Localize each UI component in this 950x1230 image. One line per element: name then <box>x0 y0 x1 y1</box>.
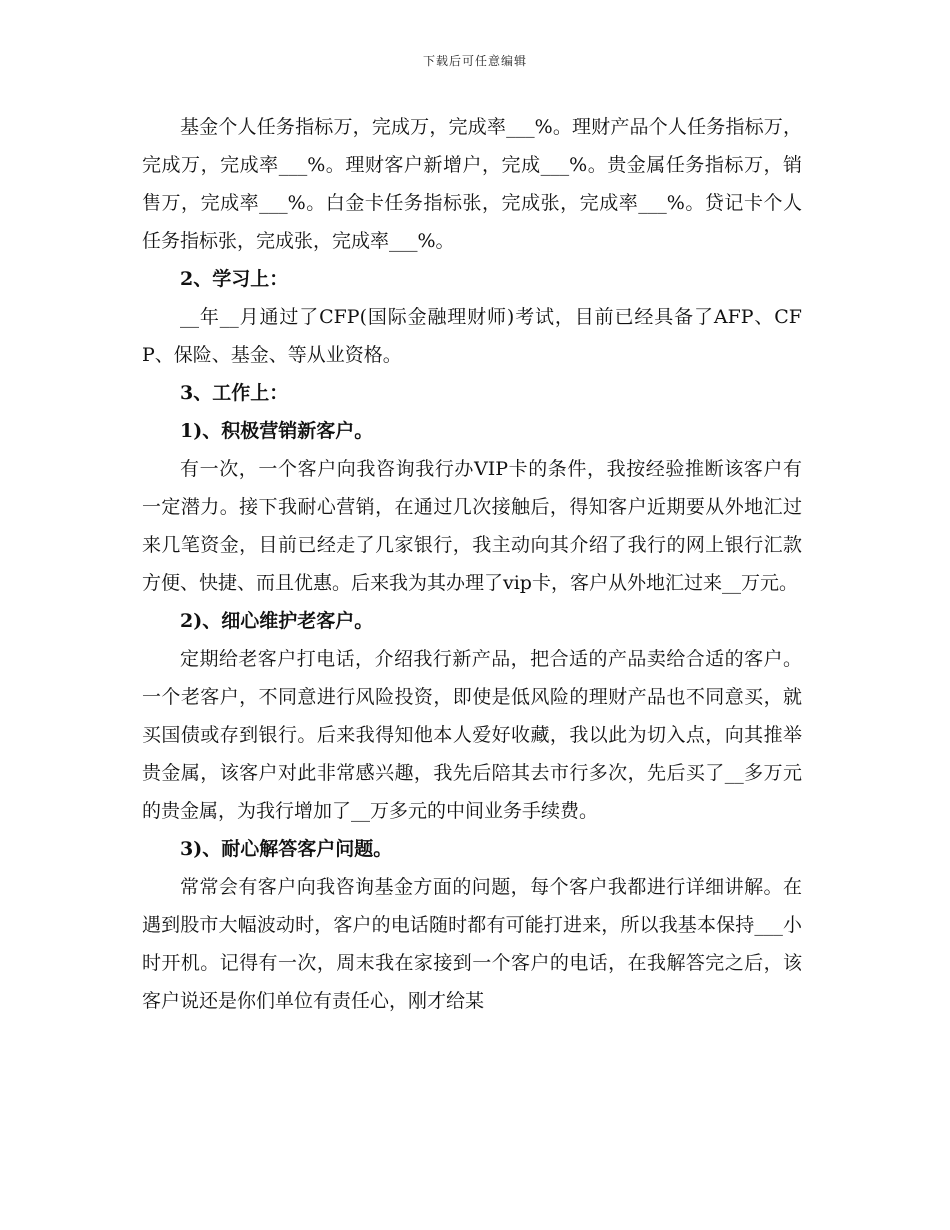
heading-customer-questions: 3)、耐心解答客户问题。 <box>180 838 393 860</box>
page-header: 下载后可任意编辑 <box>422 54 527 68</box>
paragraph-old-customers: 定期给老客户打电话，介绍我行新产品，把合适的产品卖给合适的客户。一个老客户，不同意进行风险投资，即使是低风险的理财产品也不同意买，就买国债或存到银行。后来我得知他本人爱好收藏，我以此为切入点，向其推举贵金属，该客户对此非常感兴趣，我先后陪其去市行多次，先后买了__多万元的贵金属，为我行增加了__万多元的中间业务手续费。 <box>142 648 802 822</box>
heading-work: 3、工作上： <box>180 382 289 404</box>
heading-old-customers: 2)、细心维护老客户。 <box>180 610 374 632</box>
heading-study: 2、学习上： <box>180 268 289 290</box>
heading-new-customers: 1)、积极营销新客户。 <box>180 420 374 442</box>
paragraph-task-metrics: 基金个人任务指标万，完成万，完成率___%。理财产品个人任务指标万，完成万，完成率___%。理财客户新增户，完成___%。贵金属任务指标万，销售万，完成率___%。白金卡任务指标张，完成张，完成率___%。贷记卡个人任务指标张，完成张，完成率___%。 <box>142 116 802 252</box>
paragraph-study: __年__月通过了CFP(国际金融理财师)考试，目前已经具备了AFP、CFP、保险、基金、等从业资格。 <box>142 306 802 366</box>
document-body <box>142 108 802 1020</box>
paragraph-customer-questions: 常常会有客户向我咨询基金方面的问题，每个客户我都进行详细讲解。在遇到股市大幅波动时，客户的电话随时都有可能打进来，所以我基本保持___小时开机。记得有一次，周末我在家接到一个客户的电话，在我解答完之后，该客户说还是你们单位有责任心，刚才给某 <box>142 876 802 1012</box>
paragraph-new-customers: 有一次，一个客户向我咨询我行办VIP卡的条件，我按经验推断该客户有一定潜力。接下我耐心营销，在通过几次接触后，得知客户近期要从外地汇过来几笔资金，目前已经走了几家银行，我主动向其介绍了我行的网上银行汇款方便、快捷、而且优惠。后来我为其办理了vip卡，客户从外地汇过来__万元。 <box>142 458 802 594</box>
